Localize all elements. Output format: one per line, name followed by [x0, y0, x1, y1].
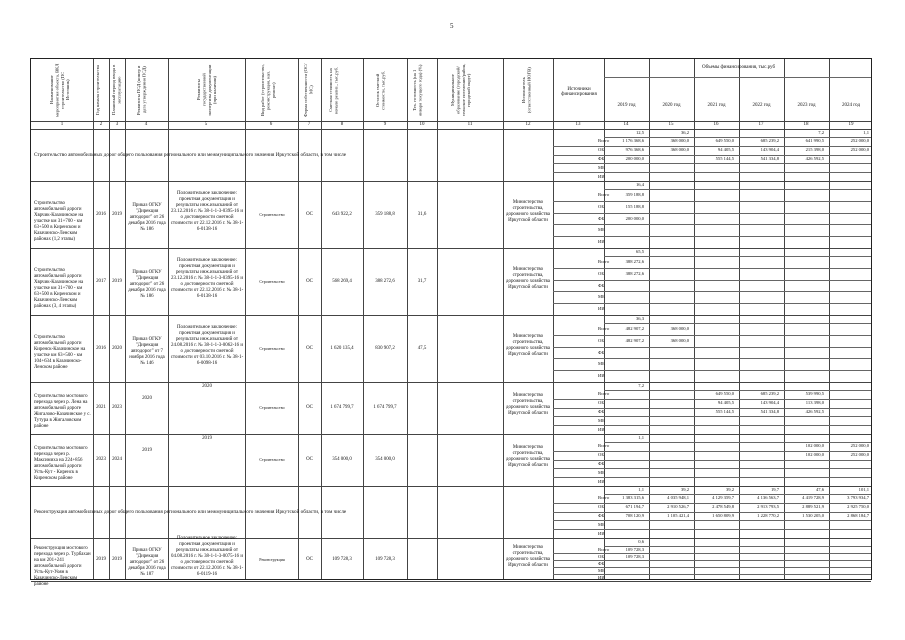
- funding-value: 482 907,2: [625, 337, 644, 343]
- percent-value: 1,1: [863, 130, 869, 135]
- funding-value: 1 650 809,9: [712, 513, 734, 518]
- row-divider: [553, 370, 871, 371]
- funding-value: 143 904,4: [760, 147, 779, 153]
- header-start-year: Год начала строительства: [95, 65, 100, 115]
- row-divider: [553, 213, 871, 214]
- funding-value: 641 990,5: [805, 138, 824, 144]
- end-year: 2019: [112, 278, 122, 284]
- col-number: 7: [307, 122, 311, 127]
- row-divider: [553, 280, 871, 281]
- funding-value: 109 728,3: [625, 553, 644, 559]
- percent-value: 0,6: [638, 539, 644, 544]
- col-number: 16: [713, 122, 719, 127]
- row-divider: [553, 268, 871, 269]
- funding-value: 200 000,0: [625, 156, 644, 161]
- col-number: 19: [848, 122, 854, 127]
- row-divider: [604, 137, 871, 138]
- header-executor: Исполнитель (ответственный ИОГВ): [521, 67, 532, 113]
- row-divider: [553, 291, 871, 292]
- fund-source-label: ФБ: [598, 282, 605, 288]
- work-type: Строительство: [259, 457, 285, 462]
- funding-value: 2 925 750,0: [847, 504, 869, 510]
- header-year-2023: 2023 год: [797, 103, 816, 108]
- fund-source-label: ИИ: [598, 173, 605, 179]
- funding-value: 94 405,5: [717, 147, 734, 153]
- col-number: 2: [99, 122, 103, 127]
- executor: Министерство строительства, дорожного хозяйства Иркутской области: [506, 333, 550, 357]
- psd-details: 2019: [142, 448, 152, 453]
- start-year: 2016: [96, 211, 106, 217]
- end-year: 2019: [112, 556, 122, 562]
- funding-value: 4 035 948,1: [667, 495, 689, 501]
- percent-value: 19,7: [770, 487, 779, 492]
- fund-source-label: ОБ: [598, 400, 604, 406]
- col-number: 3: [115, 122, 119, 127]
- header-work-type: Вид работ (строительство, реконструкция, кап. ремонт): [260, 64, 276, 116]
- funding-value: 94 405,5: [717, 400, 734, 406]
- row-divider: [604, 546, 871, 547]
- fund-source-label: ОБ: [598, 270, 604, 276]
- psd-details: Приказ ОГКУ "Дирекция автодорог" от 26 декабря 2016 года № 187: [128, 547, 166, 577]
- header-psd: Реквизиты ПСД (номер и дата утверждения ПСД): [136, 65, 147, 115]
- row-divider: [604, 442, 871, 443]
- col-number: 6: [269, 122, 273, 127]
- estimated-cost: 354 000,0: [332, 457, 352, 462]
- cost-remaining: 109 728,3: [375, 556, 395, 562]
- funding-value: 1 530 205,0: [802, 513, 824, 518]
- percent-value: 36,3: [635, 316, 644, 321]
- start-year: 2023: [96, 457, 106, 462]
- funding-value: 368 000,0: [670, 147, 689, 153]
- funding-value: 539 990,5: [805, 391, 824, 397]
- start-year: 2019: [96, 556, 106, 562]
- end-year: 2024: [112, 457, 122, 462]
- funding-value: 482 907,2: [625, 325, 644, 331]
- funding-value: 215 398,0: [805, 147, 824, 153]
- header-funding-volumes: Объемы финансирования, тыс.руб: [701, 65, 776, 70]
- funding-value: 368 000,0: [670, 337, 689, 343]
- col-number: 15: [668, 122, 674, 127]
- funding-value: 368 000,0: [670, 138, 689, 144]
- estimated-cost: 109 728,3: [332, 556, 352, 562]
- project-name: Реконструкция мостового перехода через р. Турбахан на км 201+241 автомобильной дороги Усть-Кут-Уоян в Казачинско-Ленском районе: [34, 545, 91, 587]
- fund-source-label: ИИ: [598, 373, 605, 379]
- funding-value: 359 188,8: [625, 191, 644, 197]
- funding-value: 200 000,0: [625, 215, 644, 221]
- fund-source-label: ФБ: [598, 560, 605, 566]
- fund-source-label: МБ: [598, 567, 605, 573]
- expertise-details: Положительное заключение: проектная документация и результаты инж.изысканий от 23.12.2016 г. № 38-1-1-3-0395-16 и о достоверности сметной стоимости от 22.12.2016 г. № 38-1-6-0138-16: [170, 257, 244, 299]
- percent-value: 16,4: [635, 182, 644, 187]
- expertise-details: Положительное заключение: проектная документация и результаты инж.изысканий от 24.08.2016 г. № 38-1-1-3-0062-16 и о достоверности сметной стоимости от 03.10.2016 г. № 38-1-6-0098-16: [170, 324, 244, 366]
- expertise-details: 2019: [202, 436, 212, 441]
- fund-source-label: ОБ: [598, 337, 604, 343]
- row-divider: [31, 382, 871, 383]
- funding-value: 252 000,0: [850, 443, 869, 449]
- row-divider: [553, 236, 871, 237]
- start-year: 2017: [96, 278, 106, 284]
- funding-value: 426 592,5: [805, 156, 824, 161]
- project-name: Строительство автомобильной дороги Киренск-Казачинское на участке км 63+500 - км 104+634 в Казачинско-Ленском районе: [34, 334, 86, 370]
- funding-value: 541 334,8: [760, 409, 779, 414]
- fund-source-label: МБ: [598, 469, 605, 475]
- row-divider: [553, 201, 871, 202]
- executor: Министерство строительства, дорожного хозяйства Иркутской области: [506, 445, 550, 468]
- header-year-2024: 2024 год: [841, 103, 861, 108]
- funding-value: 685 239,2: [760, 391, 779, 397]
- col-number: 12: [525, 122, 531, 127]
- ownership: ОС: [306, 405, 313, 410]
- col-number: 8: [340, 122, 344, 127]
- work-type: Строительство: [259, 405, 285, 410]
- row-divider: [604, 323, 871, 324]
- end-year: 2020: [112, 345, 122, 351]
- start-year: 2021: [96, 405, 106, 410]
- funding-value: 252 000,0: [850, 138, 869, 144]
- funding-value: 102 000,0: [805, 452, 824, 458]
- row-divider: [553, 347, 871, 348]
- row-divider: [604, 189, 871, 190]
- percent-value: 1,1: [638, 435, 644, 440]
- header-ownership: Форма собственности (ОС/МС): [303, 63, 314, 117]
- funding-value: 102 000,0: [805, 443, 824, 449]
- funding-value: 671 194,7: [625, 504, 644, 510]
- funding-value: 4 129 359,7: [712, 495, 734, 501]
- fund-source-label: МБ: [598, 361, 605, 367]
- funding-value: 649 550,0: [715, 138, 734, 144]
- funding-value: 2 889 521,9: [802, 504, 824, 510]
- end-year: 2019: [112, 211, 122, 217]
- funding-value: 1 105 421,4: [667, 513, 689, 518]
- funding-value: 252 000,0: [850, 452, 869, 458]
- header-commission-period: Плановый период ввода в эксплуатацию: [111, 64, 122, 116]
- psd-details: 2020: [142, 396, 152, 401]
- fund-source-label: ОБ: [598, 147, 604, 153]
- work-type: Строительство: [259, 211, 285, 217]
- section-title: Строительство автомобильных дорог общего пользования регионального или межмуниципального значения Иркутской области, в том числе: [34, 152, 347, 158]
- readiness-percent: 47,5: [417, 345, 427, 351]
- funding-value: 252 000,0: [850, 147, 869, 153]
- fund-source-label: ИИ: [598, 426, 605, 432]
- fund-source-label: ИИ: [598, 478, 605, 484]
- funding-value: 1 176 368,6: [622, 138, 644, 144]
- expertise-details: 2020: [202, 384, 212, 389]
- header-cost-remaining: Остаток сметной стоимости, тыс.руб.: [375, 70, 386, 110]
- header-readiness: Тех. готовность (на 1 января текущего года) (%): [412, 64, 423, 116]
- fund-source-label: Всего: [598, 391, 610, 397]
- fund-source-label: ОБ: [598, 452, 604, 458]
- fund-source-label: ИИ: [598, 239, 605, 245]
- funding-value: 388 272,6: [625, 258, 644, 264]
- percent-value: 12,5: [635, 130, 644, 135]
- percent-value: 7,2: [638, 383, 644, 388]
- estimated-cost: 568 269,4: [332, 278, 352, 284]
- funding-value: 109 728,3: [625, 546, 644, 552]
- funding-value: 555 144,5: [715, 156, 734, 161]
- fund-source-label: Всего: [598, 191, 610, 197]
- cost-remaining: 354 000,0: [375, 457, 395, 462]
- row-divider: [553, 224, 871, 225]
- row-divider: [553, 335, 871, 336]
- fund-source-label: ФБ: [598, 349, 605, 355]
- funding-value: 368 000,0: [670, 325, 689, 331]
- fund-source-label: МБ: [598, 294, 605, 300]
- funding-value: 708 120,9: [625, 513, 644, 518]
- header-year-2021: 2021 год: [707, 103, 726, 108]
- funding-value: 1 228 770,2: [757, 513, 779, 518]
- funding-value: 2 910 526,7: [667, 504, 689, 510]
- end-year: 2023: [112, 405, 122, 410]
- work-type: Строительство: [259, 345, 285, 351]
- row-divider: [31, 538, 871, 539]
- funding-value: 1 383 315,6: [622, 495, 644, 501]
- psd-details: Приказ ОГКУ "Дирекция автодорог" от 7 ноября 2016 года № 146: [129, 336, 165, 366]
- project-name: Строительство мостового перехода через р. Лена на автомобильной дороге Жигалово-Казачинское у с. Тутура в Жигаловском районе: [34, 394, 91, 429]
- header-estimated-cost: Сметная стоимость на начало реализ., тыс.руб.: [328, 66, 339, 114]
- ownership: ОС: [306, 457, 313, 462]
- expertise-details: Положительное заключение: проектная документация и результаты инж.изысканий от 04.08.2016 г. № 38-1-1-3-0075-16 и о достоверности сметной стоимости от 22.12.2016 г. № 38-1-6-0119-16: [170, 535, 244, 577]
- readiness-percent: 31,6: [417, 211, 427, 217]
- header-municipality: Муниципальное образование (городской/сельское поселение/район, городской округ): [450, 63, 472, 117]
- percent-value: 1,1: [638, 487, 644, 492]
- ownership: ОС: [306, 211, 313, 217]
- start-year: 2016: [96, 345, 106, 351]
- funding-value: 2 478 549,8: [712, 504, 734, 510]
- funding-value: 4 419 728,9: [802, 495, 824, 501]
- ownership: ОС: [306, 278, 313, 284]
- fund-source-label: Всего: [598, 546, 610, 552]
- fund-source-label: ФБ: [598, 409, 605, 414]
- funding-value: 685 239,2: [760, 138, 779, 144]
- fund-source-label: ОБ: [598, 504, 604, 510]
- funding-value: 113 398,0: [805, 400, 824, 406]
- fund-source-label: ИИ: [598, 306, 605, 312]
- funding-value: 976 368,6: [625, 147, 644, 153]
- psd-details: Приказ ОГКУ "Дирекция автодорог" от 26 декабря 2016 года № 186: [128, 202, 166, 232]
- col-number: 5: [204, 122, 208, 127]
- financing-table: [30, 58, 872, 587]
- funding-value: 555 144,5: [715, 409, 734, 414]
- fund-source-label: Всего: [598, 138, 610, 144]
- fund-source-label: ИИ: [598, 530, 605, 536]
- col-number: 10: [419, 122, 425, 127]
- col-number: 18: [803, 122, 809, 127]
- row-divider: [31, 315, 871, 316]
- executor: Министерство строительства, дорожного хозяйства Иркутской области: [506, 393, 550, 416]
- row-divider: [31, 581, 871, 582]
- fund-source-label: Всего: [598, 495, 610, 501]
- col-number: 11: [467, 122, 473, 127]
- executor: Министерство строительства, дорожного хозяйства Иркутской области: [506, 199, 550, 223]
- funding-value: 3 793 934,7: [847, 495, 869, 501]
- cost-remaining: 359 188,8: [375, 211, 395, 217]
- fund-source-label: Всего: [598, 443, 610, 449]
- header-year-2022: 2022 год: [752, 103, 771, 108]
- cost-remaining: 388 272,6: [375, 278, 395, 284]
- row-divider: [31, 248, 871, 249]
- project-name: Строительство автомобильной дороги Хврчик-Казачинское на участке км 31+700 - км 63+500 в Киренском и Казачинско-Ленском районах (1,2 этапы): [34, 200, 84, 242]
- section-title: Реконструкция автомобильных дорог общего пользования регионального или межмуниципального значения Иркутской области, в том числе: [34, 509, 347, 515]
- funding-value: 155 188,8: [625, 203, 644, 209]
- row-divider: [604, 256, 871, 257]
- fund-source-label: ИИ: [598, 574, 605, 580]
- fund-source-label: ФБ: [598, 513, 605, 518]
- row-divider: [31, 434, 871, 435]
- ownership: ОС: [306, 556, 313, 562]
- cost-remaining: 830 907,2: [375, 345, 395, 351]
- percent-value: 65,5: [635, 249, 644, 254]
- percent-value: 36,2: [680, 130, 689, 135]
- col-number: 4: [144, 122, 148, 127]
- executor: Министерство строительства, дорожного хозяйства Иркутской области: [506, 266, 550, 290]
- percent-value: 47,6: [815, 487, 824, 492]
- funding-value: 541 334,8: [760, 156, 779, 161]
- row-divider: [31, 181, 871, 182]
- fund-source-label: ОБ: [598, 203, 604, 209]
- estimated-cost: 643 922,2: [332, 211, 352, 217]
- fund-source-label: МБ: [598, 521, 605, 527]
- col-number: 17: [758, 122, 764, 127]
- percent-value: 39,2: [680, 487, 689, 492]
- row-divider: [604, 390, 871, 391]
- header-funding-source: Источники финансирования: [561, 87, 597, 97]
- percent-value: 7,2: [818, 130, 824, 135]
- estimated-cost: 1 674 799,7: [330, 405, 354, 410]
- header-expertise: Реквизиты государственной экспертизы документации (при наличии): [196, 64, 218, 116]
- work-type: Строительство: [259, 278, 285, 284]
- page-number: 5: [450, 22, 454, 30]
- funding-value: 426 592,5: [805, 409, 824, 414]
- percent-value: 101,1: [858, 487, 869, 492]
- fund-source-label: ФБ: [598, 461, 605, 466]
- psd-details: Приказ ОГКУ "Дирекция автодорог" от 26 декабря 2016 года № 186: [128, 269, 166, 299]
- fund-source-label: ОБ: [598, 553, 604, 559]
- ownership: ОС: [306, 345, 313, 351]
- funding-value: 2 913 793,5: [757, 504, 779, 510]
- funding-value: 2 868 184,7: [847, 513, 869, 518]
- fund-source-label: ФБ: [598, 215, 605, 221]
- col-number: 14: [623, 122, 629, 127]
- fund-source-label: МБ: [598, 227, 605, 233]
- header-year-2019: 2019 год: [617, 103, 636, 108]
- funding-value: 143 904,4: [760, 400, 779, 406]
- fund-source-label: Всего: [598, 258, 610, 264]
- percent-value: 39,2: [725, 487, 734, 492]
- project-name: Строительство автомобильной дороги Хврчик-Казачинское на участке км 31+700 - км 63+500 в Киренском и Казачинско-Ленском районах (3, 4 этапы): [34, 267, 84, 309]
- row-divider: [553, 303, 871, 304]
- executor: Министерство строительства, дорожного хозяйства Иркутской области: [506, 544, 550, 568]
- funding-value: 388 272,6: [625, 270, 644, 276]
- project-name: Строительство мостового перехода через р. Максимиха на 224+856 автомобильной дороги Усть-Кут - Киренск в Киренском районе: [34, 446, 88, 481]
- fund-source-label: МБ: [598, 164, 605, 170]
- readiness-percent: 31,7: [417, 278, 427, 284]
- funding-value: 4 136 563,7: [757, 495, 779, 501]
- funding-value: 649 550,0: [715, 391, 734, 397]
- col-number: 1: [60, 122, 64, 127]
- work-type: Реконструкция: [259, 556, 285, 562]
- row-divider: [604, 494, 871, 495]
- expertise-details: Положительное заключение: проектная документация и результаты инж.изысканий от 23.12.2016 г. № 38-1-1-3-0395-16 и о достоверности сметной стоимости от 22.12.2016 г. № 38-1-6-0138-16: [170, 190, 244, 232]
- header-name: Наименование мероприятия объекта, ВКЛ строительство (ПС Источник): [49, 63, 71, 117]
- estimated-cost: 1 620 135,4: [330, 345, 354, 351]
- col-number: 13: [575, 122, 581, 127]
- cost-remaining: 1 674 799,7: [373, 405, 397, 410]
- header-year-2020: 2020 год: [662, 103, 681, 108]
- row-divider: [553, 358, 871, 359]
- fund-source-label: Всего: [598, 325, 610, 331]
- fund-source-label: ФБ: [598, 156, 605, 161]
- fund-source-label: МБ: [598, 417, 605, 423]
- col-number: 9: [383, 122, 387, 127]
